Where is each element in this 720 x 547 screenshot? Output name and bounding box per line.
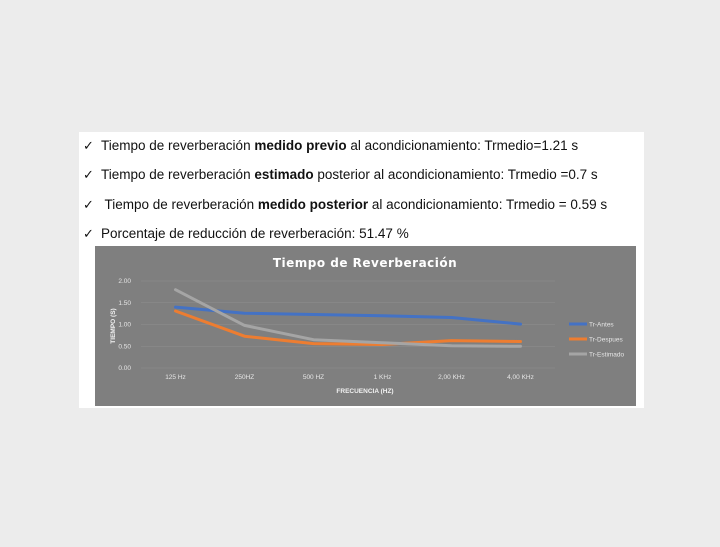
x-tick-label: 500 HZ (302, 374, 325, 381)
x-tick-label: 1 KHz (373, 374, 392, 381)
checkmark-icon: ✓ (83, 138, 94, 153)
y-tick-label: 1.00 (118, 321, 131, 329)
slide (79, 132, 644, 408)
x-tick-label: 4,00 KHz (507, 374, 534, 381)
bullet-estimado (83, 167, 598, 183)
bullet-text-pre: Tiempo de reverberación (101, 138, 255, 153)
x-tick-label: 250HZ (234, 374, 255, 381)
legend-label: Tr-Despues (589, 336, 623, 344)
chart-title: Tiempo de Reverberación (272, 256, 458, 270)
checkmark-icon: ✓ (83, 197, 94, 212)
bullet-medido-previo (83, 138, 578, 154)
legend-label: Tr-Estimado (589, 351, 625, 359)
x-tick-label: 2,00 KHz (438, 374, 465, 381)
y-tick-label: 2.00 (118, 278, 131, 286)
bullet-text-post: al acondicionamiento: Trmedio=1.21 s (346, 138, 579, 153)
legend-label: Tr-Antes (589, 321, 614, 329)
y-tick-label: 1.50 (118, 299, 131, 307)
bullet-text-post: al acondicionamiento: Trmedio = 0.59 s (368, 197, 608, 212)
y-axis-title: TIEMPO (S) (110, 308, 117, 344)
x-tick-label: 125 Hz (165, 374, 186, 381)
y-tick-label: 0.00 (118, 365, 131, 373)
chart-svg (95, 246, 636, 406)
bullet-text-pre: Tiempo de reverberación (101, 197, 258, 212)
x-axis-title: FRECUENCIA (HZ) (336, 388, 394, 395)
chart (95, 246, 636, 406)
bullet-text-pre: Porcentaje de reducción de reverberación: 51.47 % (101, 226, 409, 241)
bullet-text-post: posterior al acondicionamiento: Trmedio =0.7 s (313, 167, 598, 182)
bullet-porcentaje (83, 226, 409, 242)
bullet-text-pre: Tiempo de reverberación (101, 167, 255, 182)
checkmark-icon: ✓ (83, 167, 94, 182)
bullet-text-bold: medido previo (254, 138, 347, 153)
checkmark-icon: ✓ (83, 226, 94, 241)
bullet-text-bold: medido posterior (257, 197, 369, 212)
bullet-medido-posterior (83, 197, 607, 213)
bullet-text-bold: estimado (254, 167, 314, 182)
y-tick-label: 0.50 (118, 343, 131, 351)
